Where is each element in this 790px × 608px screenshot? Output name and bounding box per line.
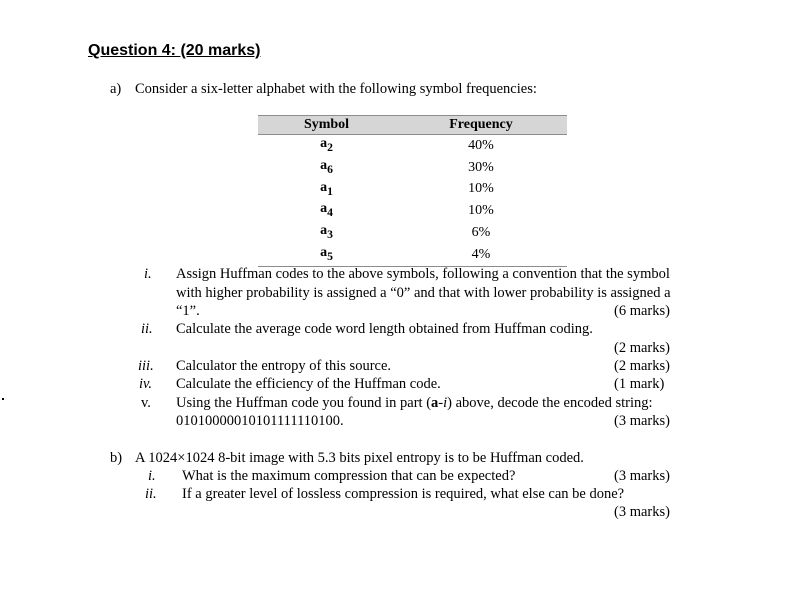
symbol-cell: $a_2$ <box>320 136 333 154</box>
item-a-iii-marks: (2 marks) <box>614 358 670 374</box>
item-b-i-number: i. <box>148 468 156 484</box>
frequency-cell: 4% <box>395 244 567 266</box>
part-a-intro: Consider a six-letter alphabet with the following symbol frequencies: <box>135 81 537 97</box>
column-header-symbol: Symbol <box>258 116 395 135</box>
symbol-cell: $a_5$ <box>258 244 395 266</box>
stray-mark <box>2 398 4 400</box>
item-a-v-line1: Using the Huffman code you found in part (a-i) above, decode the encoded string: <box>176 395 653 411</box>
item-a-iii-number: iii. <box>138 358 154 374</box>
frequency-cell: 40% <box>468 137 494 153</box>
part-a-label: a) <box>110 81 122 97</box>
column-header-frequency: Frequency <box>395 116 567 135</box>
item-a-i-number: i. <box>144 266 152 282</box>
item-b-ii-number: ii. <box>145 486 157 502</box>
part-b-label: b) <box>110 450 123 466</box>
item-a-v-number: v. <box>141 395 151 411</box>
table-row <box>258 135 567 157</box>
question-title: Question 4: (20 marks) <box>88 42 261 59</box>
table-row <box>258 200 567 222</box>
item-a-v-encoded-string: 01010000010101111110100. <box>176 413 344 429</box>
item-a-iv-marks: (1 mark) <box>614 376 665 392</box>
item-a-i-line3: “1”. <box>176 303 200 319</box>
item-a-ii-line1: Calculate the average code word length obtained from Huffman coding. <box>176 321 593 337</box>
table-row <box>258 179 567 201</box>
item-a-i-line1: Assign Huffman codes to the above symbols, following a convention that the symbol <box>176 266 670 282</box>
table-row <box>258 157 567 179</box>
item-b-ii-marks: (3 marks) <box>614 504 670 520</box>
item-a-ii-marks: (2 marks) <box>614 340 670 356</box>
item-a-iii-line1: Calculator the entropy of this source. <box>176 358 392 374</box>
frequency-cell: 10% <box>468 181 494 197</box>
item-b-i-marks: (3 marks) <box>614 468 670 484</box>
item-a-iv-number: iv. <box>139 376 153 392</box>
item-a-i-marks: (6 marks) <box>614 303 670 319</box>
symbol-cell: $a_1$ <box>320 179 333 198</box>
table-row <box>258 244 567 266</box>
symbol-cell: $a_4$ <box>320 201 333 220</box>
frequency-cell: 10% <box>468 203 494 219</box>
table-header-row <box>258 116 567 135</box>
symbol-cell: $a_3$ <box>320 223 333 241</box>
item-a-iv-line1: Calculate the efficiency of the Huffman code. <box>176 376 441 392</box>
frequency-table <box>258 115 567 267</box>
frequency-cell: 6% <box>471 225 491 241</box>
table-row <box>258 222 567 244</box>
frequency-cell: 30% <box>468 159 494 175</box>
part-b-intro: A 1024×1024 8-bit image with 5.3 bits pixel entropy is to be Huffman coded. <box>135 450 584 466</box>
item-a-v-marks: (3 marks) <box>614 413 670 429</box>
item-a-ii-number: ii. <box>141 321 153 337</box>
item-a-i-line2: with higher probability is assigned a “0” and that with lower probability is assigned a <box>176 285 671 301</box>
item-b-ii-line1: If a greater level of lossless compression is required, what else can be done? <box>182 486 625 502</box>
symbol-cell: $a_6$ <box>320 157 333 176</box>
item-b-i-line1: What is the maximum compression that can be expected? <box>182 468 516 484</box>
